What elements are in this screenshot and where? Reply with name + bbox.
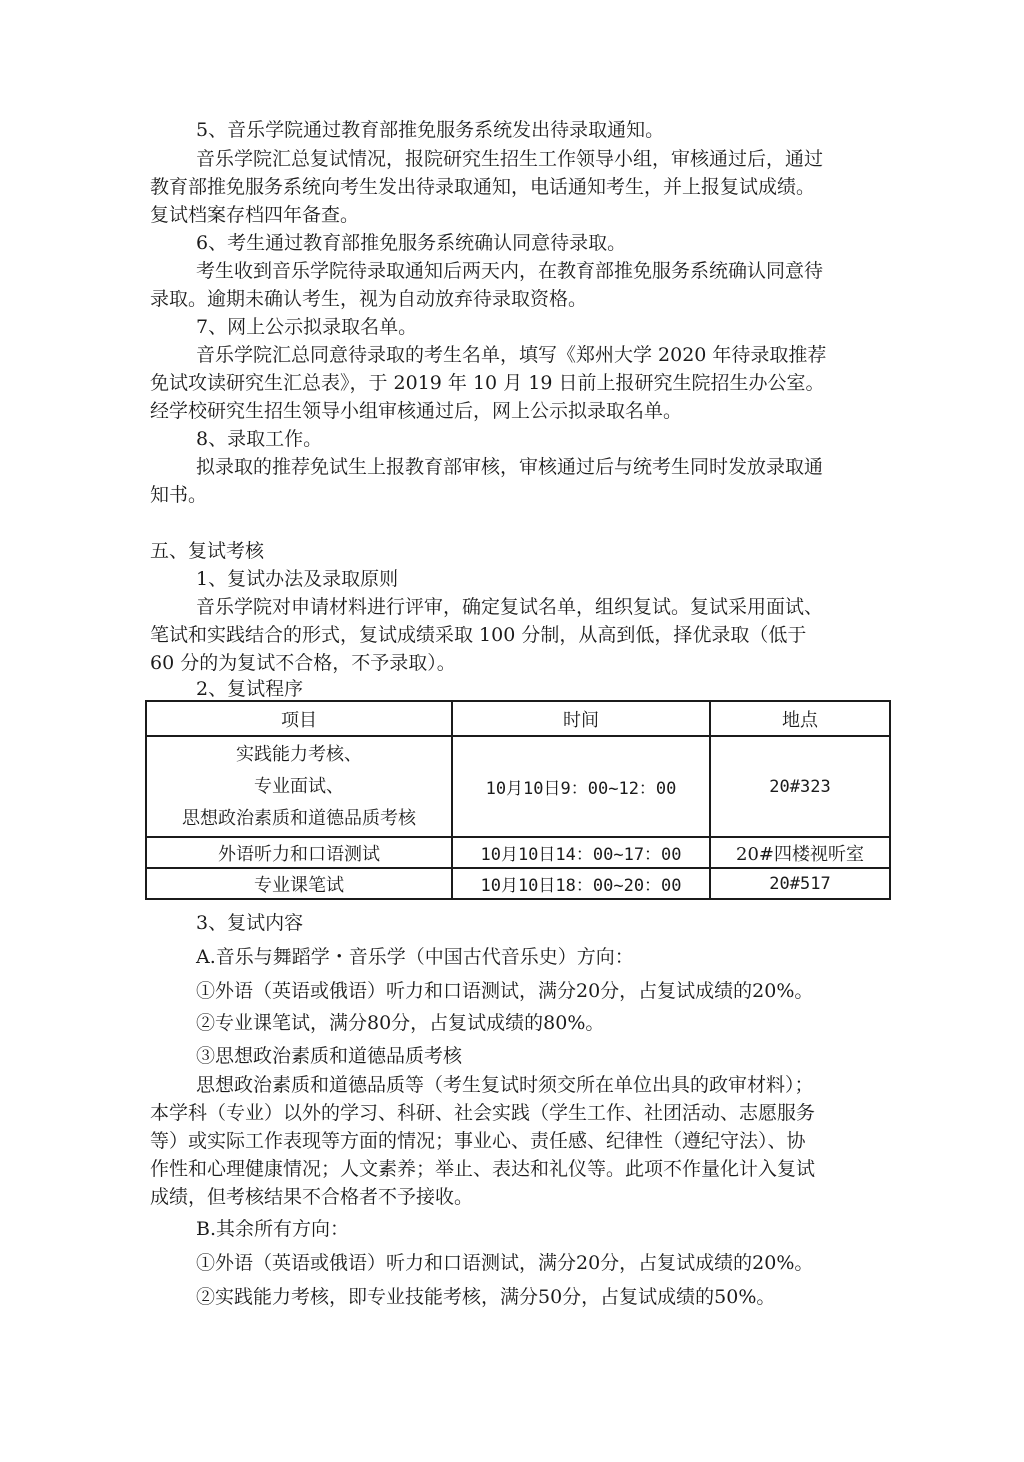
item-line: 实践能力考核、 <box>236 743 362 765</box>
paragraph-line: 60 分的为复试不合格，不予录取）。 <box>150 652 456 674</box>
paragraph-line: 知书。 <box>150 484 208 506</box>
paragraph-line: 成绩，但考核结果不合格者不予接收。 <box>150 1186 474 1208</box>
table-row <box>146 736 890 837</box>
step-8-heading: 8、录取工作。 <box>196 428 323 450</box>
place-cell: 20#517 <box>710 868 890 899</box>
paragraph-line: 免试攻读研究生汇总表》，于 2019 年 10 月 19 日前上报研究生院招生办公室。 <box>150 372 825 394</box>
table-row <box>146 868 890 899</box>
item-line: 思想政治素质和道德品质考核 <box>182 807 416 829</box>
table-header-row <box>146 701 890 736</box>
paragraph-line: 录取。逾期未确认考生，视为自动放弃待录取资格。 <box>150 288 588 310</box>
paragraph-line: 思想政治素质和道德品质等（考生复试时须交所在单位出具的政审材料）； <box>196 1074 814 1096</box>
item-cell: 专业课笔试 <box>146 868 452 899</box>
section-5-heading: 五、复试考核 <box>150 540 265 562</box>
subsection-2-heading: 2、复试程序 <box>196 678 304 700</box>
subsection-1-heading: 1、复试办法及录取原则 <box>196 568 399 590</box>
time-cell: 10月10日14：00~17：00 <box>452 837 710 868</box>
list-item: ③思想政治素质和道德品质考核 <box>196 1045 463 1067</box>
item-line: 专业面试、 <box>254 775 344 797</box>
table-row <box>146 837 890 868</box>
step-6-heading: 6、考生通过教育部推免服务系统确认同意待录取。 <box>196 232 627 254</box>
paragraph-line: 音乐学院汇总复试情况，报院研究生招生工作领导小组，审核通过后，通过 <box>196 148 824 170</box>
paragraph-line: 经学校研究生招生领导小组审核通过后，网上公示拟录取名单。 <box>150 400 683 422</box>
direction-b-heading: B.其余所有方向： <box>196 1218 350 1240</box>
header-time: 时间 <box>452 701 710 736</box>
time-cell: 10月10日9：00~12：00 <box>452 736 710 837</box>
header-item: 项目 <box>146 701 452 736</box>
paragraph-line: 作性和心理健康情况；人文素养；举止、表达和礼仪等。此项不作量化计入复试 <box>150 1158 816 1180</box>
list-item: ①外语（英语或俄语）听力和口语测试，满分20分，占复试成绩的20%。 <box>196 1252 814 1274</box>
step-7-heading: 7、网上公示拟录取名单。 <box>196 316 418 338</box>
place-cell: 20#323 <box>710 736 890 837</box>
direction-a-heading: A.音乐与舞蹈学・音乐学（中国古代音乐史）方向： <box>196 946 634 968</box>
time-cell: 10月10日18：00~20：00 <box>452 868 710 899</box>
list-item: ①外语（英语或俄语）听力和口语测试，满分20分，占复试成绩的20%。 <box>196 980 814 1002</box>
header-place: 地点 <box>710 701 890 736</box>
subsection-3-heading: 3、复试内容 <box>196 912 304 934</box>
paragraph-line: 音乐学院汇总同意待录取的考生名单，填写《郑州大学 2020 年待录取推荐 <box>196 344 827 366</box>
paragraph-line: 等）或实际工作表现等方面的情况；事业心、责任感、纪律性（遵纪守法）、协 <box>150 1130 806 1152</box>
paragraph-line: 拟录取的推荐免试生上报教育部审核，审核通过后与统考生同时发放录取通 <box>196 456 824 478</box>
schedule-table <box>145 700 891 900</box>
list-item: ②实践能力考核，即专业技能考核，满分50分，占复试成绩的50%。 <box>196 1286 776 1308</box>
paragraph-line: 笔试和实践结合的形式，复试成绩采取 100 分制，从高到低，择优录取（低于 <box>150 624 807 646</box>
step-5-heading: 5、音乐学院通过教育部推免服务系统发出待录取通知。 <box>196 119 665 141</box>
place-cell: 20#四楼视听室 <box>710 837 890 868</box>
paragraph-line: 考生收到音乐学院待录取通知后两天内，在教育部推免服务系统确认同意待 <box>196 260 824 282</box>
list-item: ②专业课笔试，满分80分，占复试成绩的80%。 <box>196 1012 605 1034</box>
paragraph-line: 音乐学院对申请材料进行评审，确定复试名单，组织复试。复试采用面试、 <box>196 596 824 618</box>
item-cell <box>146 736 452 837</box>
paragraph-line: 复试档案存档四年备查。 <box>150 204 360 226</box>
paragraph-line: 本学科（专业）以外的学习、科研、社会实践（学生工作、社团活动、志愿服务 <box>150 1102 816 1124</box>
paragraph-line: 教育部推免服务系统向考生发出待录取通知，电话通知考生，并上报复试成绩。 <box>150 176 816 198</box>
item-cell: 外语听力和口语测试 <box>146 837 452 868</box>
